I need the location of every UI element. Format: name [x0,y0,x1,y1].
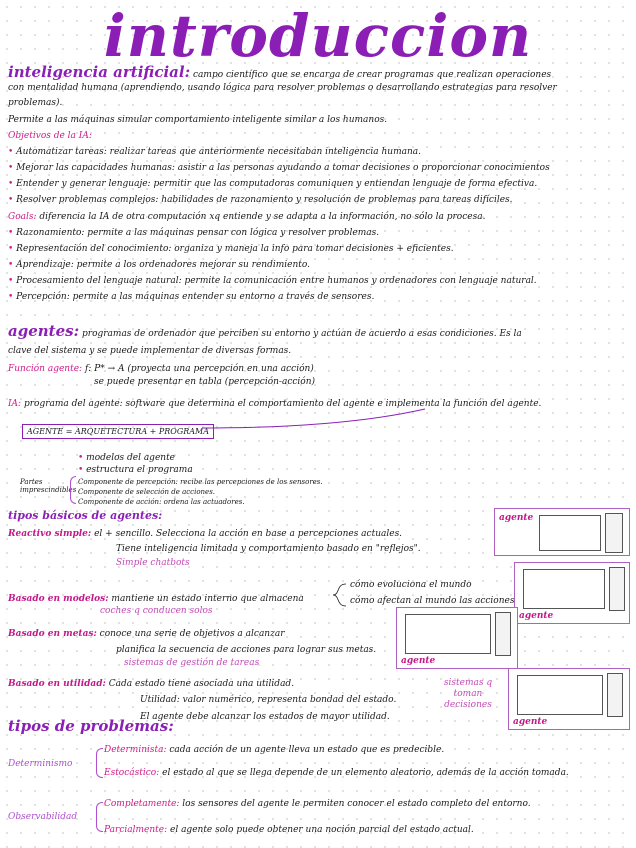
agentes-heading: agentes: [8,322,80,340]
metas-label: Basado en metas: [8,629,97,639]
formula-arrow [200,406,430,436]
tipos-agentes-heading: tipos básicos de agentes: [8,509,163,522]
programa-text: programa del agente: software que determina el comportamiento del agente e implementa la función del agente. [23,399,542,409]
det-1-line: Determinista: cada acción de un agente lleva un estado que es predecible. [104,745,445,755]
reactivo-diagram [494,508,630,556]
modelos-b2: cómo afectan al mundo las acciones [350,596,515,606]
agentes-def-1: programas de ordenador que perciben su entorno y actúan de acuerdo a esas condiciones. Es la [82,329,522,339]
parte-item: • estructura el programa [78,465,193,475]
funcion-1: f: P* → A (proyecta una percepción en una acción) [84,364,314,374]
goal-item: • Razonamiento: permite a las máquinas pensar con lógica y resolver problemas. [8,228,380,238]
funcion-2: se puede presentar en tabla (percepción-acción) [94,377,316,387]
goal-item: • Aprendizaje: permite a los ordenadores mejorar su rendimiento. [8,260,310,270]
modelos-example: coches q conducen solos [100,606,213,616]
diagram-label: agente [519,611,554,621]
modelos-label: Basado en modelos: [8,594,109,604]
modelos-brace [332,582,348,608]
objetivo-item: • Mejorar las capacidades humanas: asistir a las personas ayudando a tomar decisiones o proporcionar conocimientos [8,163,550,173]
utilidad-1: Cada estado tiene asociada una utilidad. [108,679,295,689]
reactivo-line [8,528,488,540]
ia-def-3: problemas). [8,98,63,108]
objetivo-item: • Entender y generar lenguaje: permitir que las computadoras comuniquen y entiendan lenguaje de forma efectiva. [8,179,538,189]
objetivo-item: • Automatizar tareas: realizar tareas que anteriormente necesitaban inteligencia humana. [8,147,422,157]
metas-line [8,628,388,640]
problemas-heading: tipos de problemas: [8,717,174,735]
reactivo-label: Reactivo simple: [8,529,92,539]
goal-item: • Procesamiento del lenguaje natural: permite la comunicación entre humanos y ordenadores con lenguaje natural. [8,276,537,286]
objetivo-item: • Resolver problemas complejos: habilidades de razonamiento y resolución de problemas para tareas difíciles. [8,195,513,205]
utilidad-example: sistemas q toman decisiones [443,678,493,710]
page-title: introduccion [103,2,533,70]
det-2-line: Estocástico: el estado al que se llega depende de un elemento aleatorio, además de la acción tomada. [104,768,569,778]
diagram-label: agente [513,717,548,727]
observabilidad-label: Observabilidad [8,812,78,822]
metas-example: sistemas de gestión de tareas [124,658,260,668]
ia-def-1: campo científico que se encarga de crear programas que realizan operaciones [193,70,552,80]
modelos-line [8,593,348,605]
utilidad-2: Utilidad: valor numérico, representa bondad del estado. [140,695,397,705]
funcion-line [8,363,628,375]
utilidad-3: El agente debe alcanzar los estados de mayor utilidad. [140,712,390,722]
componente-item: Componente de percepción: recibe las percepciones de los sensores. [78,478,323,486]
reactivo-1: el + sencillo. Selecciona la acción en base a percepciones actuales. [94,529,403,539]
utilidad-label: Basado en utilidad: [8,679,106,689]
determinismo-brace [96,748,103,778]
observabilidad-brace [96,802,103,832]
obs-2-line: Parcialmente: el agente solo puede obtener una noción parcial del estado actual. [104,825,474,835]
modelos-text: mantiene un estado interno que almacena [111,594,304,604]
funcion-label: Función agente: [8,364,83,374]
agente-formula-box: AGENTE = ARQUETECTURA + PROGRAMA [22,424,214,439]
objetivos-title: Objetivos de la IA: [8,131,92,141]
modelos-b1: cómo evoluciona el mundo [350,580,472,590]
goals-line [8,211,628,223]
programa-label: IA: [8,399,22,409]
goals-label: Goals: [8,212,37,222]
componente-item: Componente de acción: ordena las actuadores. [78,498,245,506]
partes-label: Partes imprescindibles [20,478,77,494]
ia-permite: Permite a las máquinas simular comportamiento inteligente similar a los humanos. [8,115,388,125]
componente-item: Componente de selección de acciones. [78,488,216,496]
obs-1-line: Completamente: los sensores del agente le permiten conocer el estado completo del entorno. [104,799,531,809]
metas-2: planifica la secuencia de acciones para lograr sus metas. [116,645,377,655]
goal-item: • Percepción: permite a las máquinas entender su entorno a través de sensores. [8,292,375,302]
agentes-line [8,322,628,340]
metas-1: conoce una serie de objetivos a alcanzar [99,629,285,639]
goals-text: diferencia la IA de otra computación xq entiende y se adapta a la información, no sólo la procesa. [39,212,486,222]
reactivo-2: Tiene inteligencia limitada y comportamiento basado en "reflejos". [116,544,421,554]
utilidad-line [8,678,428,690]
goal-item: • Representación del conocimiento: organiza y maneja la info para tomar decisiones + eficientes. [8,244,454,254]
diagram-label: agente [401,656,436,666]
modelos-diagram [514,562,630,624]
componentes-brace [70,476,76,504]
determinismo-label: Determinismo [8,759,73,769]
parte-item: • modelos del agente [78,453,176,463]
ia-definition-line [8,63,628,81]
diagram-label: agente [499,513,534,523]
agentes-def-2: clave del sistema y se puede implementar de diversas formas. [8,346,292,356]
reactivo-example: Simple chatbots [116,558,190,568]
ia-heading: inteligencia artificial: [8,63,191,81]
metas-diagram [396,607,518,669]
ia-def-2: con mentalidad humana (aprendiendo, usando lógica para resolver problemas o desarrollando estrategias para resolver [8,83,557,93]
